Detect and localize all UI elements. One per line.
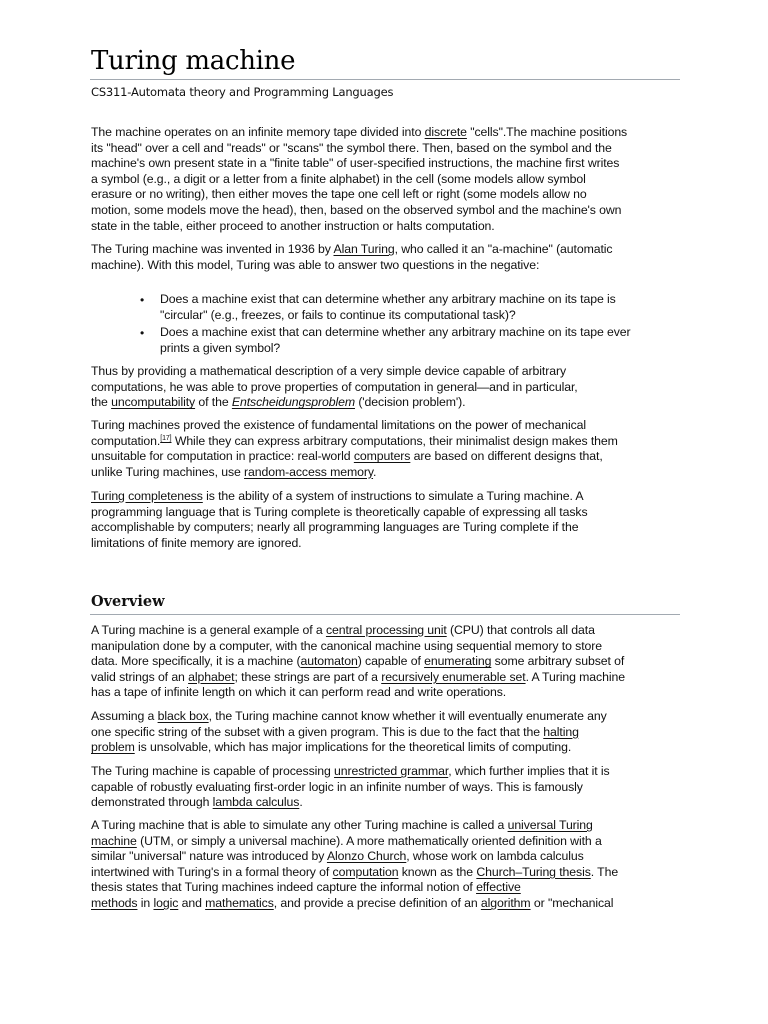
text-line: has a tape of infinite length on which it can perform read and write operations. [91, 685, 507, 700]
text: thesis states that Turing machines indeed capture the informal notion of [91, 880, 477, 895]
text: intertwined with Turing's in a formal theory of [91, 864, 333, 879]
overview-paragraph-3 [91, 764, 691, 811]
text: and [178, 895, 206, 910]
course-subtitle: CS311-Automata theory and Programming Languages [91, 85, 394, 99]
text: is the ability of a system of instructions to simulate a Turing machine. A [202, 489, 584, 503]
page-title: Turing machine [91, 46, 296, 76]
text-line: accomplishable by computers; nearly all programming languages are Turing complete if the [91, 520, 579, 535]
text-line: erasure or no writing), then either moves the tape one cell left or right (some models allow no [91, 187, 587, 202]
text-line: prints a given symbol? [160, 340, 281, 355]
text-line: manipulation done by a computer, with the canonical machine using sequential memory to store [91, 638, 602, 653]
link-halting-problem[interactable]: halting [543, 724, 579, 739]
text: A Turing machine that is able to simulate any other Turing machine is called a [91, 818, 508, 832]
text: , whose work on lambda calculus [406, 849, 584, 864]
link-universal-turing-machine-cont[interactable]: machine [91, 833, 137, 848]
text: , who called it an "a-machine" (automatic [394, 242, 613, 256]
title-divider [90, 79, 680, 80]
text: ) capable of [357, 654, 425, 669]
text: in [137, 895, 154, 910]
text-line: "circular" (e.g., freezes, or fails to continue its computational task)? [160, 307, 516, 322]
link-mathematics[interactable]: mathematics [205, 895, 274, 910]
text: the [91, 395, 112, 410]
overview-paragraph-1 [91, 623, 691, 701]
text-line: machine). With this model, Turing was able to answer two questions in the negative: [91, 257, 540, 272]
text: unsuitable for computation in practice: real-world [91, 449, 354, 464]
link-alonzo-church[interactable]: Alonzo Church [326, 849, 407, 864]
text: , and provide a precise definition of an [273, 895, 481, 910]
text: . [299, 795, 303, 810]
text: The Turing machine is capable of processing [91, 764, 335, 778]
text: some arbitrary subset of [491, 654, 625, 669]
link-computers[interactable]: computers [353, 449, 411, 464]
link-random-access-memory[interactable]: random-access memory [244, 464, 374, 479]
link-effective-methods-cont[interactable]: methods [91, 895, 138, 910]
text: computation. [91, 433, 161, 448]
link-black-box[interactable]: black box [157, 709, 209, 723]
text-line: Turing machines proved the existence of fundamental limitations on the power of mechanical [91, 418, 586, 432]
text: ('decision problem'). [355, 395, 466, 410]
text: unlike Turing machines, use [91, 464, 245, 479]
text: . [373, 464, 377, 479]
text: , the Turing machine cannot know whether it will eventually enumerate any [208, 709, 607, 723]
bullet-icon: • [140, 293, 145, 307]
section-divider [90, 614, 680, 615]
text: known as the [398, 864, 477, 879]
text: Assuming a [91, 709, 158, 723]
bullet-icon: • [140, 326, 145, 341]
link-unrestricted-grammar[interactable]: unrestricted grammar [334, 764, 449, 778]
text: or "mechanical [530, 895, 614, 910]
text: one specific string of the subset with a given program. This is due to the fact that the [91, 724, 544, 739]
intro-paragraph-3 [91, 364, 691, 411]
overview-paragraph-4 [91, 818, 691, 912]
intro-paragraph-5 [91, 489, 691, 551]
text-line: motion, some models move the head), then, based on the observed symbol and the machine's own [91, 202, 622, 217]
text: . A Turing machine [525, 669, 625, 684]
text: "cells".The machine positions [466, 125, 628, 139]
link-discrete[interactable]: discrete [424, 125, 467, 139]
link-universal-turing-machine[interactable]: universal Turing [507, 818, 593, 832]
text: , which further implies that it is [448, 764, 610, 778]
link-effective-methods[interactable]: effective [476, 880, 521, 895]
text: of the [195, 395, 232, 410]
link-automaton[interactable]: automaton [300, 654, 358, 669]
intro-paragraph-2 [91, 242, 691, 273]
link-central-processing-unit[interactable]: central processing unit [325, 623, 447, 637]
text: While they can express arbitrary computations, their minimalist design makes them [171, 433, 618, 448]
link-alphabet[interactable]: alphabet [188, 669, 235, 684]
text-line: computations, he was able to prove properties of computation in general—and in particular, [91, 379, 578, 394]
link-alan-turing[interactable]: Alan Turing [333, 242, 395, 256]
overview-paragraph-2 [91, 709, 691, 756]
text-line: capable of robustly evaluating first-order logic in an infinite number of ways. This is famously [91, 779, 583, 794]
link-algorithm[interactable]: algorithm [480, 895, 531, 910]
text: is unsolvable, which has major implications for the theoretical limits of computing. [134, 740, 572, 755]
text: ; these strings are part of a [234, 669, 382, 684]
text: . The [590, 864, 619, 879]
link-lambda-calculus[interactable]: lambda calculus [212, 795, 300, 810]
text: The Turing machine was invented in 1936 by [91, 242, 334, 256]
text-line: programming language that is Turing complete is theoretically capable of expressing all tasks [91, 504, 588, 519]
citation-link[interactable]: [17] [160, 434, 172, 442]
text: demonstrated through [91, 795, 213, 810]
link-computation[interactable]: computation [332, 864, 399, 879]
text: are based on different designs that, [410, 449, 603, 464]
link-recursively-enumerable-set[interactable]: recursively enumerable set [381, 669, 526, 684]
text-line: Thus by providing a mathematical description of a very simple device capable of arbitrary [91, 364, 567, 378]
text-line: its "head" over a cell and "reads" or "scans" the symbol there. Then, based on the symbol and the [91, 140, 612, 155]
link-enumerating[interactable]: enumerating [424, 654, 492, 669]
text: data. More specifically, it is a machine ( [91, 654, 301, 669]
link-entscheidungsproblem[interactable]: Entscheidungsproblem [231, 395, 355, 410]
text-line: limitations of finite memory are ignored. [91, 535, 302, 550]
question-list [91, 292, 691, 356]
link-turing-completeness[interactable]: Turing completeness [91, 489, 203, 503]
text: (CPU) that controls all data [446, 623, 595, 637]
text: valid strings of an [91, 669, 189, 684]
list-item [91, 292, 691, 323]
intro-paragraph-1 [91, 125, 691, 234]
text: A Turing machine is a general example of a [91, 623, 326, 637]
text-line: Does a machine exist that can determine whether any arbitrary machine on its tape ever [160, 325, 631, 340]
link-logic[interactable]: logic [153, 895, 179, 910]
link-halting-problem-cont[interactable]: problem [91, 740, 135, 755]
intro-paragraph-4 [91, 418, 691, 480]
text: The machine operates on an infinite memory tape divided into [91, 125, 425, 139]
text: similar "universal" nature was introduced by [91, 849, 327, 864]
text-line: machine's own present state in a "finite table" of user-specified instructions, the machine first writes [91, 156, 620, 171]
text-line: a symbol (e.g., a digit or a letter from a finite alphabet) in the cell (some models allow symbol [91, 171, 586, 186]
section-heading-overview: Overview [91, 593, 165, 610]
text: (UTM, or simply a universal machine). A more mathematically oriented definition with a [136, 833, 602, 848]
link-uncomputability[interactable]: uncomputability [111, 395, 196, 410]
link-church-turing-thesis[interactable]: Church–Turing thesis [476, 864, 591, 879]
text-line: state in the table, either proceed to another instruction or halts computation. [91, 218, 495, 233]
list-item [91, 325, 691, 356]
text-line: Does a machine exist that can determine whether any arbitrary machine on its tape is [160, 292, 616, 306]
